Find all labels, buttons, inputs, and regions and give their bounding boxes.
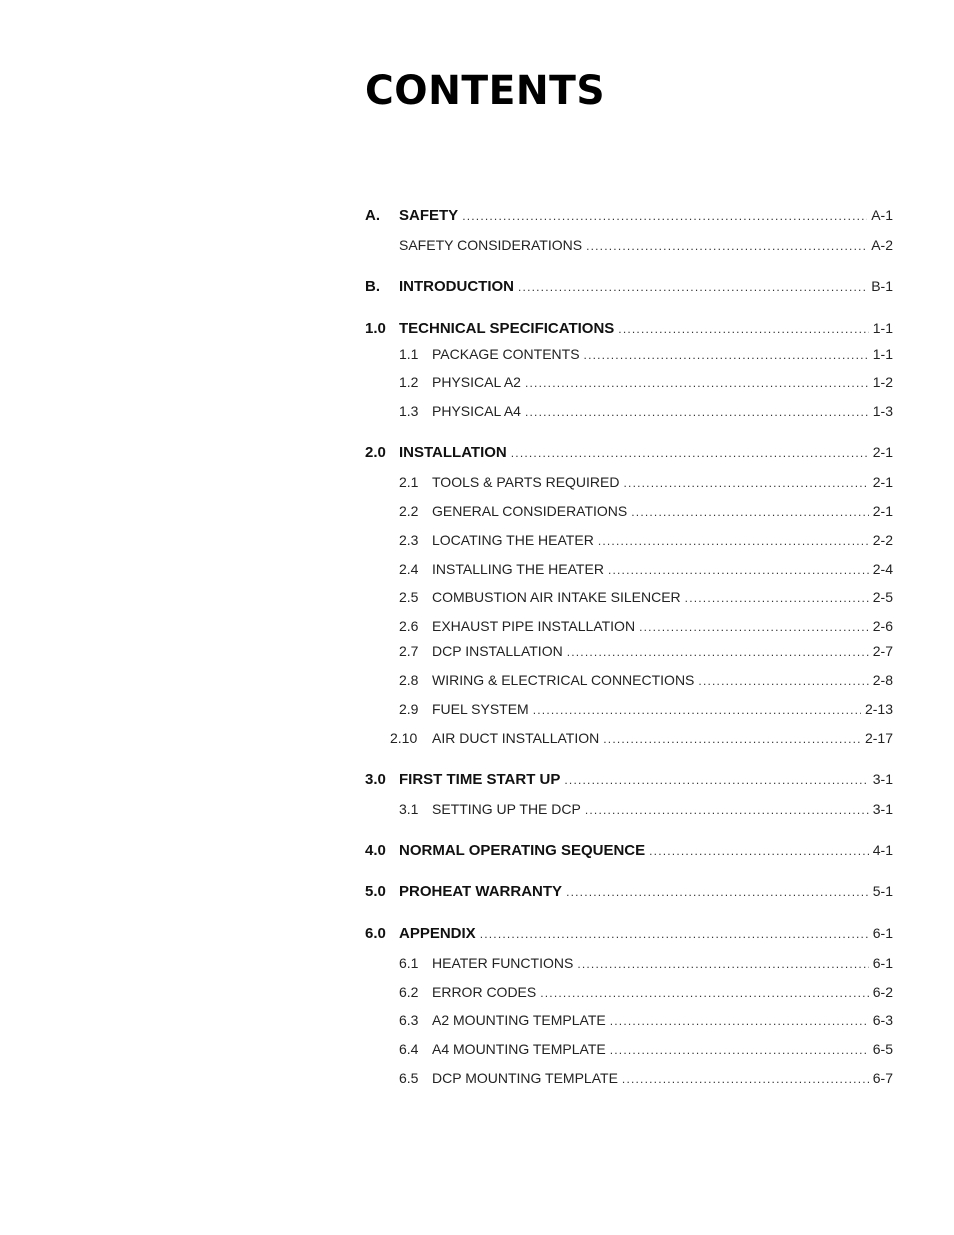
toc-entry-number: 2.8 xyxy=(399,672,419,688)
toc-entry[interactable] xyxy=(399,618,893,638)
toc-entry-number: 1.3 xyxy=(399,403,419,419)
leader-dots xyxy=(533,703,861,717)
leader-dots xyxy=(480,927,869,941)
toc-entry-page: 1-1 xyxy=(872,320,893,336)
leader-dots xyxy=(462,209,867,223)
toc-entry[interactable] xyxy=(399,374,893,394)
toc-entry-number: 1.2 xyxy=(399,374,419,390)
toc-entry-number: 6.1 xyxy=(399,955,419,971)
toc-entry-page: 2-8 xyxy=(872,672,893,688)
page-title: CONTENTS xyxy=(365,68,606,114)
toc-entry[interactable] xyxy=(365,883,893,903)
toc-entry-label: TOOLS & PARTS REQUIRED xyxy=(432,474,620,490)
toc-entry[interactable] xyxy=(399,643,893,663)
toc-entry[interactable] xyxy=(399,589,893,609)
toc-entry[interactable] xyxy=(399,1041,893,1061)
toc-entry[interactable] xyxy=(399,1070,893,1090)
toc-entry-page: 2-1 xyxy=(872,444,893,460)
toc-entry-page: B-1 xyxy=(871,278,893,294)
toc-entry-page: 2-17 xyxy=(864,730,893,746)
toc-entry-label: APPENDIX xyxy=(399,925,476,942)
toc-entry-label: SAFETY CONSIDERATIONS xyxy=(399,237,583,253)
toc-entry-label: TECHNICAL SPECIFICATIONS xyxy=(399,320,615,337)
toc-entry-number: 3.1 xyxy=(399,801,419,817)
toc-entry-page: 2-6 xyxy=(872,618,893,634)
toc-entry-label: NORMAL OPERATING SEQUENCE xyxy=(399,842,646,859)
leader-dots xyxy=(610,1014,869,1028)
toc-entry-number: 2.5 xyxy=(399,589,419,605)
toc-entry[interactable] xyxy=(365,278,893,298)
toc-entry[interactable] xyxy=(365,444,893,464)
toc-entry-number: 2.10 xyxy=(390,730,418,746)
toc-entry-label: HEATER FUNCTIONS xyxy=(432,955,574,971)
toc-entry-number: 4.0 xyxy=(365,842,386,859)
toc-entry-number: 1.0 xyxy=(365,320,386,337)
toc-entry-number: 6.5 xyxy=(399,1070,419,1086)
toc-entry-label: DCP MOUNTING TEMPLATE xyxy=(432,1070,618,1086)
leader-dots xyxy=(567,645,869,659)
toc-entry[interactable] xyxy=(365,925,893,945)
toc-entry-page: 6-2 xyxy=(872,984,893,1000)
toc-entry-number: 6.0 xyxy=(365,925,386,942)
toc-entry-number: 6.2 xyxy=(399,984,419,1000)
leader-dots xyxy=(618,322,868,336)
leader-dots xyxy=(518,280,867,294)
toc-entry[interactable] xyxy=(399,955,893,975)
leader-dots xyxy=(525,376,869,390)
toc-entry-page: 5-1 xyxy=(872,883,893,899)
leader-dots xyxy=(685,591,869,605)
toc-entry-label: LOCATING THE HEATER xyxy=(432,532,594,548)
leader-dots xyxy=(698,674,868,688)
toc-entry-label: INSTALLING THE HEATER xyxy=(432,561,604,577)
toc-entry-number: 2.1 xyxy=(399,474,419,490)
toc-entry-page: 2-1 xyxy=(872,503,893,519)
toc-entry-page: 1-2 xyxy=(872,374,893,390)
toc-entry-label: EXHAUST PIPE INSTALLATION xyxy=(432,618,636,634)
toc-entry-page: 4-1 xyxy=(872,842,893,858)
toc-entry-label: WIRING & ELECTRICAL CONNECTIONS xyxy=(432,672,695,688)
toc-entry-number: 2.6 xyxy=(399,618,419,634)
leader-dots xyxy=(603,732,861,746)
toc-entry-label: SAFETY xyxy=(399,207,459,224)
toc-entry-page: 2-5 xyxy=(872,589,893,605)
toc-entry-number: 2.2 xyxy=(399,503,419,519)
toc-entry-number: 2.9 xyxy=(399,701,419,717)
toc-entry-label: PHYSICAL A4 xyxy=(432,403,521,419)
leader-dots xyxy=(622,1072,869,1086)
toc-entry-page: 3-1 xyxy=(872,801,893,817)
toc-entry[interactable] xyxy=(365,207,893,227)
toc-entry[interactable] xyxy=(399,237,893,257)
leader-dots xyxy=(585,803,869,817)
toc-entry-number: 1.1 xyxy=(399,346,419,362)
toc-entry-page: 6-3 xyxy=(872,1012,893,1028)
toc-entry[interactable] xyxy=(399,1012,893,1032)
toc-entry-label: DCP INSTALLATION xyxy=(432,643,563,659)
toc-entry-page: 6-7 xyxy=(872,1070,893,1086)
toc-entry-number: 6.4 xyxy=(399,1041,419,1057)
toc-entry[interactable] xyxy=(399,801,893,821)
toc-entry-label: PACKAGE CONTENTS xyxy=(432,346,580,362)
toc-entry[interactable] xyxy=(399,503,893,523)
toc-entry-page: 2-2 xyxy=(872,532,893,548)
toc-entry-page: 2-4 xyxy=(872,561,893,577)
toc-entry[interactable] xyxy=(399,474,893,494)
toc-entry[interactable] xyxy=(365,842,893,862)
leader-dots xyxy=(564,773,868,787)
leader-dots xyxy=(608,563,869,577)
toc-entry-page: 6-1 xyxy=(872,955,893,971)
toc-entry-page: 1-3 xyxy=(872,403,893,419)
toc-entry-number: 2.7 xyxy=(399,643,419,659)
toc-entry-number: 5.0 xyxy=(365,883,386,900)
leader-dots xyxy=(566,885,869,899)
toc-entry-page: 6-5 xyxy=(872,1041,893,1057)
toc-entry-page: A-1 xyxy=(871,207,893,223)
toc-entry-label: A2 MOUNTING TEMPLATE xyxy=(432,1012,606,1028)
leader-dots xyxy=(525,405,869,419)
toc-entry-label: INSTALLATION xyxy=(399,444,507,461)
toc-entry-label: ERROR CODES xyxy=(432,984,537,1000)
toc-entry-number: 2.0 xyxy=(365,444,386,461)
leader-dots xyxy=(598,534,869,548)
toc-entry[interactable] xyxy=(399,532,893,552)
toc-entry-label: GENERAL CONSIDERATIONS xyxy=(432,503,628,519)
toc-entry[interactable] xyxy=(399,403,893,423)
toc-entry[interactable] xyxy=(365,771,893,791)
leader-dots xyxy=(584,348,869,362)
toc-entry-page: A-2 xyxy=(871,237,893,253)
toc-entry-label: COMBUSTION AIR INTAKE SILENCER xyxy=(432,589,681,605)
leader-dots xyxy=(540,986,869,1000)
toc-entry-page: 3-1 xyxy=(872,771,893,787)
leader-dots xyxy=(639,620,869,634)
toc-entry-label: PHYSICAL A2 xyxy=(432,374,521,390)
toc-entry-label: AIR DUCT INSTALLATION xyxy=(432,730,600,746)
toc-entry-page: 2-13 xyxy=(864,701,893,717)
leader-dots xyxy=(577,957,868,971)
leader-dots xyxy=(624,476,869,490)
leader-dots xyxy=(511,446,869,460)
leader-dots xyxy=(649,844,869,858)
leader-dots xyxy=(586,239,867,253)
leader-dots xyxy=(631,505,869,519)
toc-entry-number: 6.3 xyxy=(399,1012,419,1028)
toc-entry-label: PROHEAT WARRANTY xyxy=(399,883,563,900)
toc-entry-label: INTRODUCTION xyxy=(399,278,514,295)
toc-entry-page: 6-1 xyxy=(872,925,893,941)
toc-entry-label: A4 MOUNTING TEMPLATE xyxy=(432,1041,606,1057)
toc-entry[interactable] xyxy=(399,701,893,721)
toc-entry[interactable] xyxy=(365,320,893,340)
toc-entry-number: A. xyxy=(365,207,380,224)
toc-entry-page: 2-1 xyxy=(872,474,893,490)
toc-entry-number: B. xyxy=(365,278,380,295)
toc-entry-label: FIRST TIME START UP xyxy=(399,771,561,788)
toc-entry-number: 2.4 xyxy=(399,561,419,577)
toc-entry-page: 2-7 xyxy=(872,643,893,659)
toc-entry-label: FUEL SYSTEM xyxy=(432,701,529,717)
toc-entry[interactable] xyxy=(390,730,893,750)
toc-entry[interactable] xyxy=(399,672,893,692)
toc-entry-page: 1-1 xyxy=(872,346,893,362)
toc-entry[interactable] xyxy=(399,346,893,366)
toc-entry[interactable] xyxy=(399,561,893,581)
toc-entry-number: 2.3 xyxy=(399,532,419,548)
toc-entry[interactable] xyxy=(399,984,893,1004)
toc-entry-label: SETTING UP THE DCP xyxy=(432,801,581,817)
leader-dots xyxy=(610,1043,869,1057)
toc-entry-number: 3.0 xyxy=(365,771,386,788)
